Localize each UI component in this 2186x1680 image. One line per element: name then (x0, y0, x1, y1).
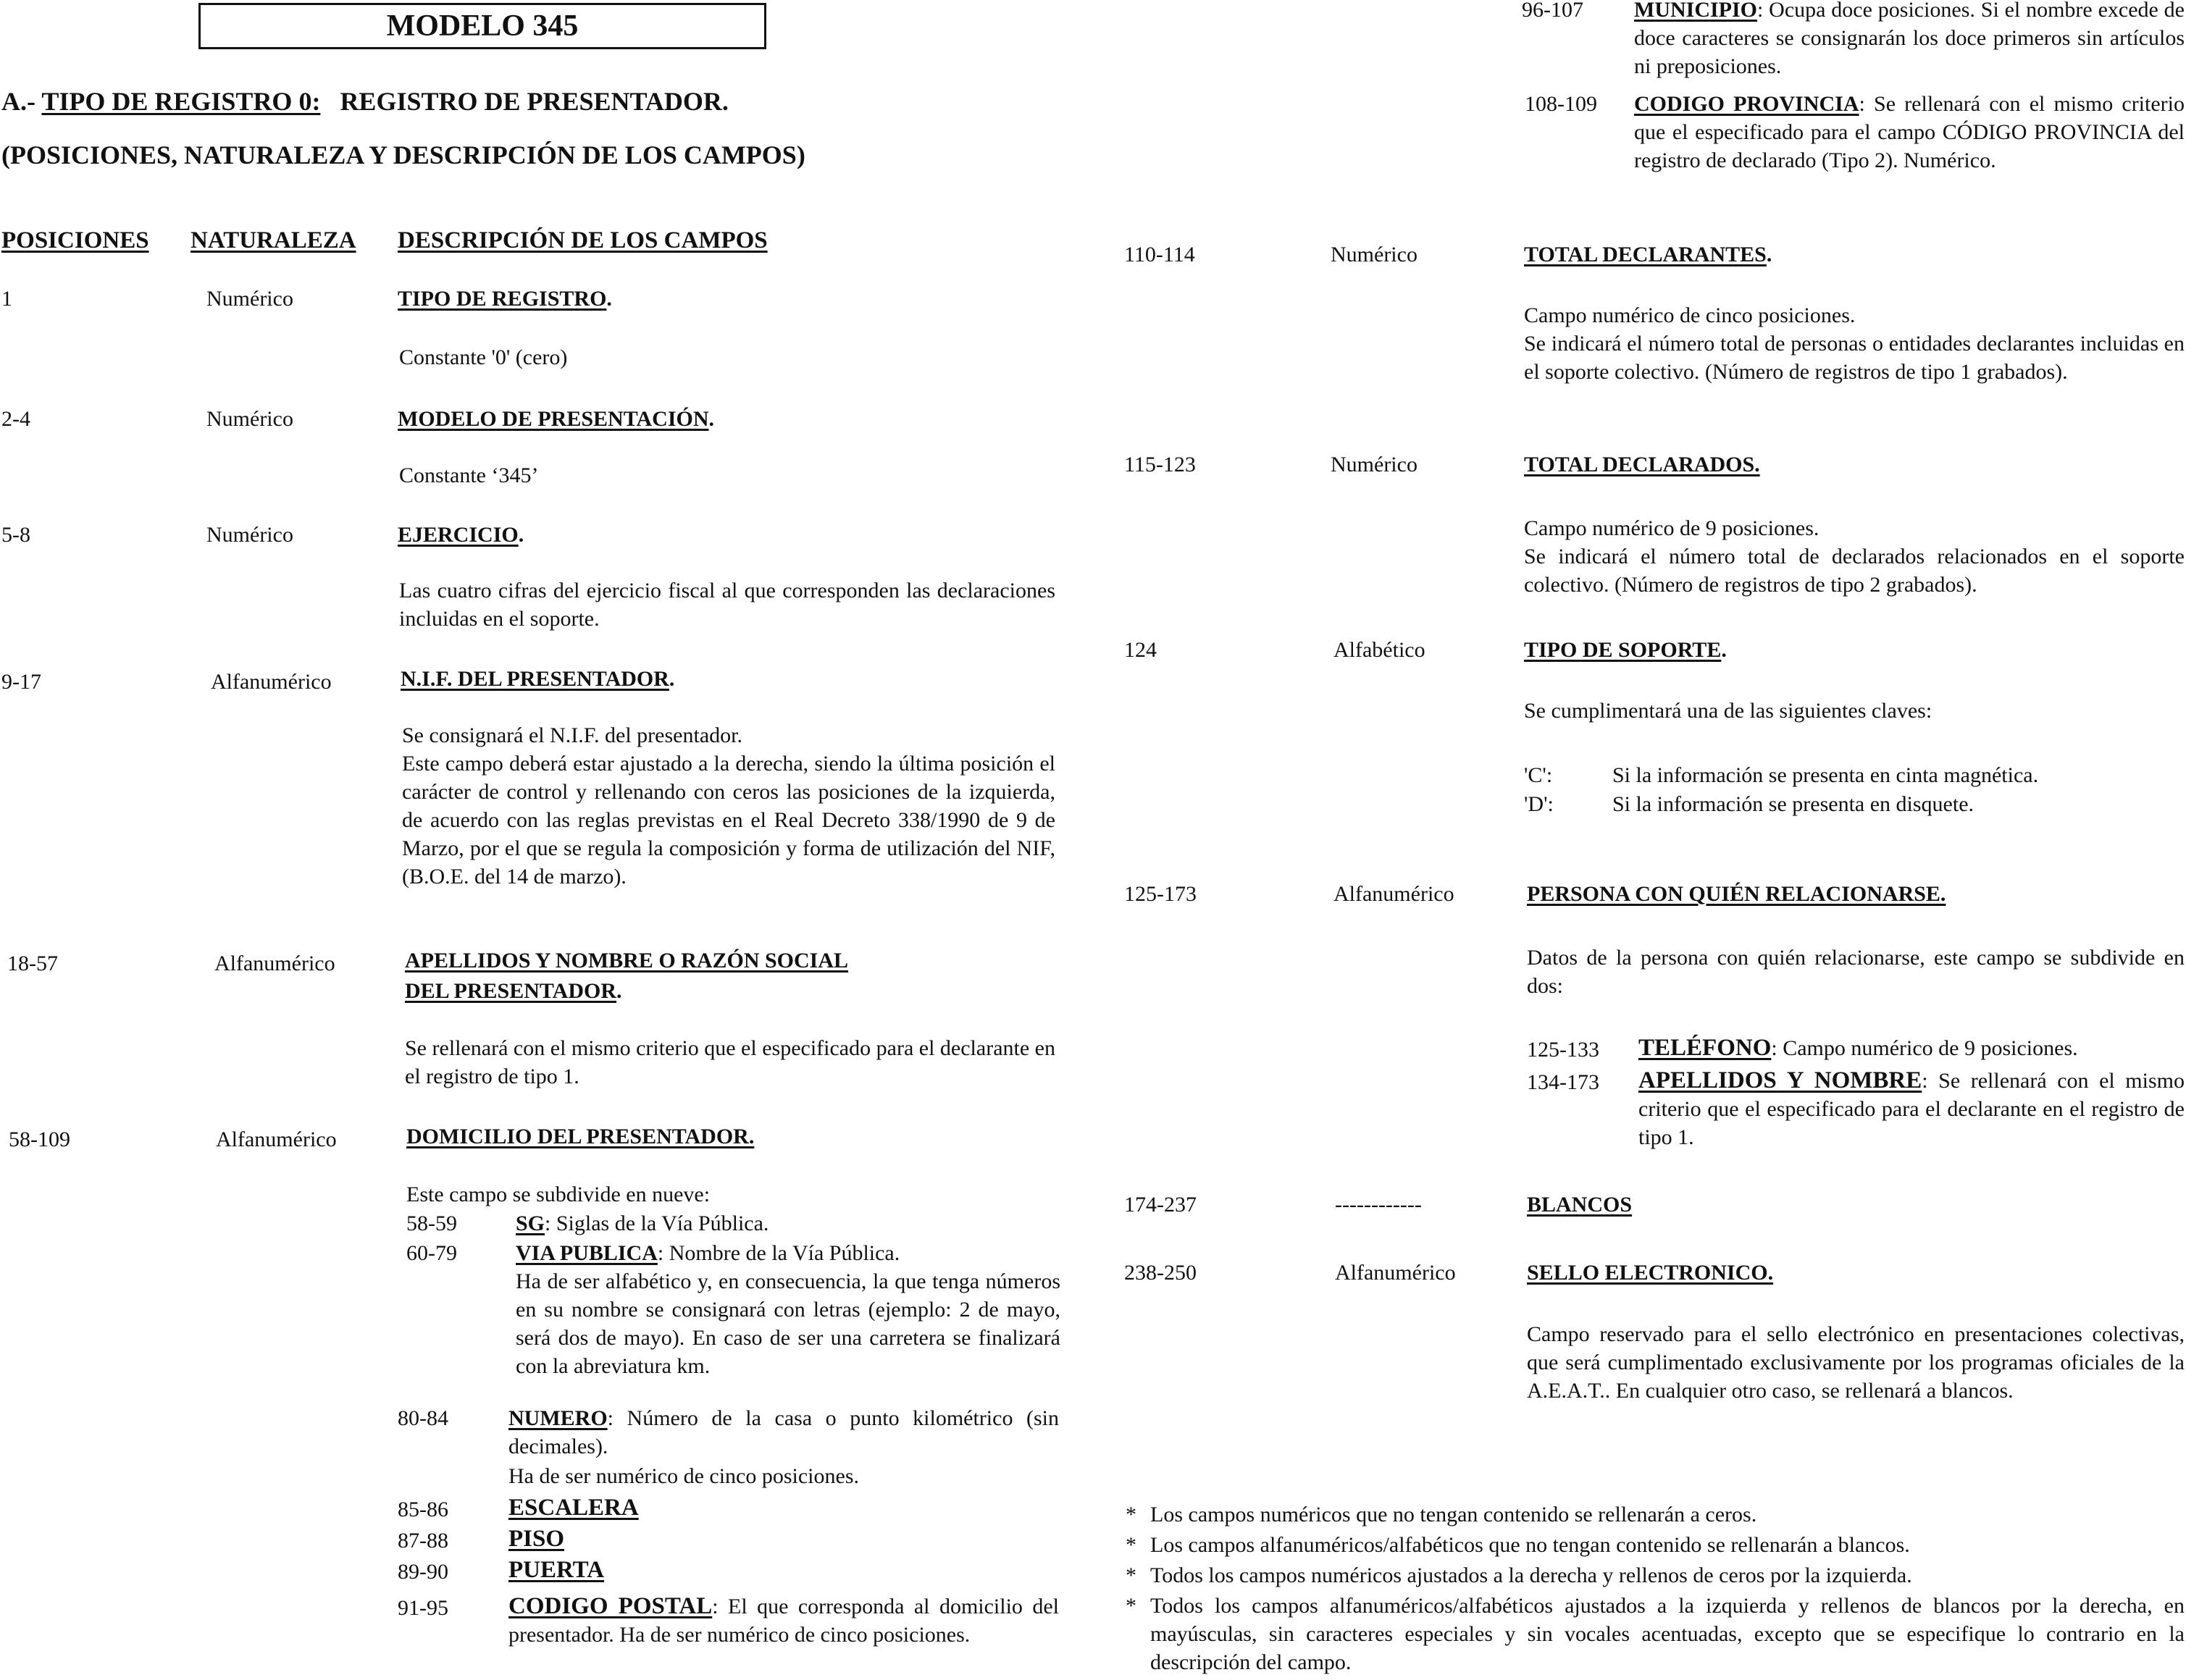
note-text: Todos los campos numéricos ajustados a la derecha y rellenos de ceros por la izquierda. (1150, 1563, 1912, 1587)
subfield-name: PISO (508, 1526, 565, 1552)
field-description: Se cumplimentará una de las siguientes claves: (1524, 699, 1932, 723)
column-header-positions: POSICIONES (1, 227, 149, 253)
field-description: Constante '0' (cero) (399, 345, 568, 369)
subfield-position: 89-90 (398, 1560, 448, 1584)
section-subheading: (POSICIONES, NATURALEZA Y DESCRIPCIÓN DE LOS CAMPOS) (1, 140, 805, 169)
subfield-description: NUMERO: Número de la casa o punto kilométrico (sin decimales). (508, 1406, 1059, 1458)
field-name: TOTAL DECLARANTES. (1524, 243, 1772, 266)
key-code: 'C': (1524, 763, 1553, 787)
field-name-continued: DEL PRESENTADOR. (405, 979, 622, 1003)
subfield-name: PUERTA (508, 1557, 605, 1583)
field-description: Se consignará el N.I.F. del presentador. (402, 723, 742, 747)
field-name: N.I.F. DEL PRESENTADOR. (401, 667, 675, 691)
column-header-nature: NATURALEZA (190, 227, 356, 253)
field-name: TIPO DE REGISTRO. (398, 287, 612, 311)
field-nature: Numérico (1331, 453, 1417, 476)
subfield-position: 91-95 (398, 1596, 448, 1620)
field-name: TOTAL DECLARADOS. (1524, 453, 1760, 476)
field-description: Se rellenará con el mismo criterio que el especificado para el declarante en el registro de tipo 1. (405, 1036, 1055, 1088)
note-text: Los campos alfanuméricos/alfabéticos que no tengan contenido se rellenarán a blancos. (1150, 1533, 1910, 1557)
subfield-position: 80-84 (398, 1406, 448, 1430)
section-heading (1, 85, 729, 117)
field-nature: Alfanumérico (216, 1127, 337, 1151)
field-description: Constante ‘345’ (399, 463, 539, 487)
note-text: Todos los campos alfanuméricos/alfabéticos ajustados a la izquierda y rellenos de blancos por la derecha, en mayúsculas, sin caracteres especiales y sin vocales acentuadas, excepto que se especifique lo contrario en la descripción del campo. (1150, 1594, 2185, 1674)
field-description: Las cuatro cifras del ejercicio fiscal al que corresponden las declaraciones incluidas en el soporte. (399, 579, 1055, 631)
field-nature: Numérico (1331, 243, 1417, 266)
field-name: DOMICILIO DEL PRESENTADOR. (406, 1125, 755, 1148)
subfield-position: 96-107 (1522, 0, 1583, 22)
note-bullet: * (1126, 1533, 1136, 1557)
subfield-name: ESCALERA (508, 1495, 639, 1521)
subfield-position: 85-86 (398, 1498, 448, 1521)
subfield-position: 134-173 (1527, 1070, 1599, 1094)
field-description: Campo numérico de cinco posiciones. (1524, 303, 1856, 327)
subfield-description: CODIGO PROVINCIA: Se rellenará con el mismo criterio que el especificado para el campo CÓDIGO PROVINCIA del registro de declarado (Tipo 2). Numérico. (1634, 92, 2185, 172)
column-header-description: DESCRIPCIÓN DE LOS CAMPOS (398, 227, 768, 253)
note-bullet: * (1126, 1563, 1136, 1587)
field-name: BLANCOS (1527, 1193, 1633, 1217)
field-nature: Alfanumérico (1333, 882, 1454, 906)
field-nature: Alfabético (1333, 638, 1425, 662)
subfield-position: 87-88 (398, 1529, 448, 1553)
field-position: 18-57 (7, 952, 58, 975)
subfield-position: 125-133 (1527, 1038, 1599, 1062)
subfield-description-more: Ha de ser numérico de cinco posiciones. (508, 1464, 859, 1488)
field-position: 58-109 (9, 1127, 70, 1151)
field-name: EJERCICIO. (398, 523, 524, 547)
subfield-description: CODIGO POSTAL: El que corresponda al domicilio del presentador. Ha de ser numérico de cinco posiciones. (508, 1593, 1059, 1647)
field-name: APELLIDOS Y NOMBRE O RAZÓN SOCIAL (405, 949, 849, 973)
subfield-position: 60-79 (406, 1241, 457, 1265)
field-description: Datos de la persona con quién relacionarse, este campo se subdivide en dos: (1527, 946, 2185, 998)
field-position: 5-8 (1, 523, 30, 547)
field-position: 238-250 (1124, 1261, 1197, 1285)
subfield-description: TELÉFONO: Campo numérico de 9 posiciones. (1638, 1035, 2078, 1061)
field-nature: Alfanumérico (211, 670, 332, 694)
heading-record-name: REGISTRO DE PRESENTADOR. (340, 87, 729, 116)
subfield-description: APELLIDOS Y NOMBRE: Se rellenará con el mismo criterio que el especificado para el declarante en el registro de tipo 1. (1638, 1067, 2185, 1149)
field-position: 1 (1, 287, 12, 311)
subfield-position: 108-109 (1525, 92, 1597, 116)
field-position: 2-4 (1, 407, 30, 431)
subfield-description-more: Ha de ser alfabético y, en consecuencia, la que tenga números en su nombre se consignará con letras (ejemplo: 2 de mayo, será dos de mayo). En caso de ser una carretera se finalizará con la abreviatura km. (516, 1269, 1060, 1378)
field-position: 125-173 (1124, 882, 1197, 906)
field-position: 115-123 (1124, 453, 1196, 476)
heading-record-type: TIPO DE REGISTRO 0: (41, 87, 321, 116)
document-title: MODELO 345 (198, 3, 766, 49)
field-nature: Alfanumérico (214, 952, 335, 975)
field-name: PERSONA CON QUIÉN RELACIONARSE. (1527, 882, 1946, 906)
field-description: Campo numérico de 9 posiciones. (1524, 516, 1819, 540)
subfield-description: MUNICIPIO: Ocupa doce posiciones. Si el nombre excede de doce caracteres se consignarán los doce primeros sin artículos ni preposiciones. (1634, 0, 2185, 78)
subfield-position: 58-59 (406, 1211, 457, 1235)
field-name: TIPO DE SOPORTE. (1524, 638, 1727, 662)
field-position: 124 (1124, 638, 1157, 662)
heading-prefix: A.- (1, 87, 35, 116)
note-bullet: * (1126, 1503, 1136, 1526)
field-nature: Alfanumérico (1335, 1261, 1456, 1285)
subfield-description: VIA PUBLICA: Nombre de la Vía Pública. (516, 1241, 900, 1265)
field-nature: Numérico (206, 523, 293, 547)
key-code: 'D': (1524, 792, 1554, 816)
field-description: Se indicará el número total de declarados relacionados en el soporte colectivo. (Número de registros de tipo 2 grabados). (1524, 545, 2185, 597)
field-nature: ------------ (1335, 1193, 1422, 1217)
field-position: 9-17 (1, 670, 41, 694)
subfield-description: SG: Siglas de la Vía Pública. (516, 1211, 769, 1235)
field-name: SELLO ELECTRONICO. (1527, 1261, 1774, 1285)
field-position: 174-237 (1124, 1193, 1197, 1217)
field-description: Este campo deberá estar ajustado a la derecha, siendo la última posición el carácter de control y rellenando con ceros las posiciones de la izquierda, de acuerdo con las reglas previstas en el Real Decreto 338/1990 de 9 de Marzo, por el que se regula la composición y forma de utilización del NIF, (B.O.E. del 14 de marzo). (402, 752, 1055, 889)
field-position: 110-114 (1124, 243, 1195, 266)
field-nature: Numérico (206, 287, 293, 311)
key-meaning: Si la información se presenta en cinta magnética. (1612, 763, 2039, 787)
field-nature: Numérico (206, 407, 293, 431)
field-name: MODELO DE PRESENTACIÓN. (398, 407, 714, 431)
field-description: Este campo se subdivide en nueve: (406, 1183, 711, 1206)
note-bullet: * (1126, 1594, 1136, 1618)
field-description: Se indicará el número total de personas o entidades declarantes incluidas en el soporte colectivo. (Número de registros de tipo 1 grabados). (1524, 332, 2185, 384)
key-meaning: Si la información se presenta en disquete. (1612, 792, 1974, 816)
note-text: Los campos numéricos que no tengan contenido se rellenarán a ceros. (1150, 1503, 1757, 1526)
field-description: Campo reservado para el sello electrónico en presentaciones colectivas, que será cumplimentado exclusivamente por los programas oficiales de la A.E.A.T.. En cualquier otro caso, se rellenará a blancos. (1527, 1322, 2185, 1403)
